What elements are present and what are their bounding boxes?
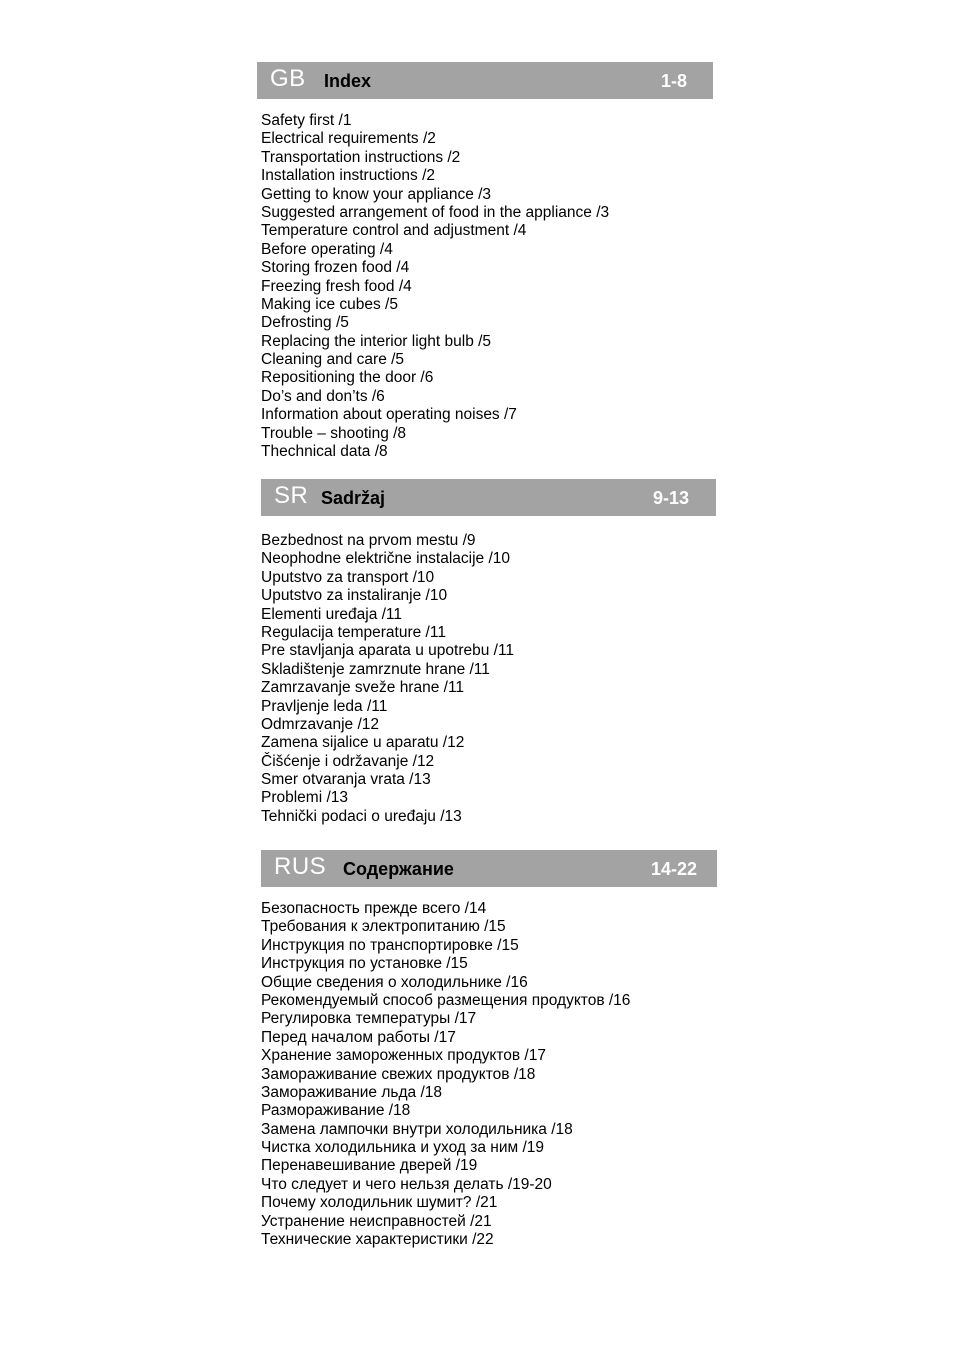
toc-item[interactable]: Bezbednost na prvom mestu /9 [261, 532, 476, 549]
section-title: Содержание [343, 859, 454, 879]
toc-item[interactable]: Getting to know your appliance /3 [261, 185, 492, 203]
toc-item[interactable]: Making ice cubes /5 [261, 295, 398, 313]
toc-item[interactable]: Что следует и чего нельзя делать /19-20 [261, 1175, 552, 1193]
toc-item[interactable]: Safety first /1 [261, 112, 352, 129]
toc-item[interactable]: Problemi /13 [261, 789, 349, 807]
page-range: 1-8 [661, 71, 688, 91]
toc-item[interactable]: Suggested arrangement of food in the appliance /3 [261, 203, 610, 221]
toc-item[interactable]: Elementi uređaja /11 [261, 605, 403, 623]
toc-item[interactable]: Почему холодильник шумит? /21 [261, 1194, 498, 1212]
toc-item[interactable]: Чистка холодильника и уход за ним /19 [261, 1139, 545, 1157]
toc-item[interactable]: Замораживание свежих продуктов /18 [261, 1065, 536, 1083]
toc-item[interactable]: Устранение неисправностей /21 [261, 1212, 492, 1230]
toc-item[interactable]: Neophodne električne instalacije /10 [261, 550, 511, 568]
toc-item[interactable]: Before operating /4 [261, 240, 393, 258]
language-code: SR [274, 482, 309, 509]
toc-item[interactable]: Перед началом работы /17 [261, 1028, 456, 1046]
language-code: GB [270, 65, 306, 92]
toc-item[interactable]: Безопасность прежде всего /14 [261, 900, 487, 917]
toc-item[interactable]: Zamrzavanje sveže hrane /11 [261, 679, 465, 697]
page-range: 14-22 [651, 859, 698, 879]
toc-item[interactable]: Transportation instructions /2 [261, 148, 461, 166]
toc-item[interactable]: Перенавешивание дверей /19 [261, 1157, 478, 1175]
toc-item[interactable]: Инструкция по транспортировке /15 [261, 936, 519, 954]
page-range: 9-13 [653, 488, 690, 508]
toc-item[interactable]: Repositioning the door /6 [261, 369, 434, 387]
toc-item[interactable]: Pravljenje leda /11 [261, 697, 388, 715]
toc-item[interactable]: Cleaning and care /5 [261, 351, 405, 369]
toc-item[interactable]: Замораживание льда /18 [261, 1083, 442, 1101]
toc-item[interactable]: Регулировка температуры /17 [261, 1010, 477, 1028]
toc-item[interactable]: Требования к электропитанию /15 [261, 918, 506, 936]
toc-item[interactable]: Skladištenje zamrznute hrane /11 [261, 660, 490, 678]
toc-item[interactable]: Čišćenje i održavanje /12 [261, 752, 435, 770]
toc-list-sr [261, 532, 514, 826]
toc-item[interactable]: Do’s and don’ts /6 [261, 387, 385, 405]
section-title: Sadržaj [321, 488, 386, 508]
toc-list-gb [261, 112, 609, 461]
section-header-rus [261, 850, 717, 887]
toc-item[interactable]: Freezing fresh food /4 [261, 277, 412, 295]
toc-item[interactable]: Electrical requirements /2 [261, 130, 436, 148]
toc-item[interactable]: Инструкция по установке /15 [261, 955, 468, 973]
toc-item[interactable]: Общие сведения о холодильнике /16 [261, 973, 528, 991]
toc-item[interactable]: Замена лампочки внутри холодильника /18 [261, 1120, 573, 1138]
toc-item[interactable]: Trouble – shooting /8 [261, 424, 407, 442]
toc-item[interactable]: Odmrzavanje /12 [261, 715, 380, 733]
toc-list-rus [261, 900, 630, 1249]
toc-item[interactable]: Smer otvaranja vrata /13 [261, 771, 431, 789]
toc-item[interactable]: Thechnical data /8 [261, 443, 388, 461]
toc-item[interactable]: Рекомендуемый способ размещения продуктов /16 [261, 991, 631, 1009]
toc-item[interactable]: Технические характеристики /22 [261, 1231, 494, 1249]
toc-item[interactable]: Uputstvo za instaliranje /10 [261, 587, 448, 605]
toc-item[interactable]: Information about operating noises /7 [261, 406, 517, 424]
toc-item[interactable]: Installation instructions /2 [261, 167, 436, 185]
toc-item[interactable]: Storing frozen food /4 [261, 259, 410, 277]
toc-item[interactable]: Replacing the interior light bulb /5 [261, 332, 492, 350]
toc-item[interactable]: Размораживание /18 [261, 1102, 411, 1120]
section-title: Index [324, 71, 372, 91]
toc-item[interactable]: Uputstvo za transport /10 [261, 568, 435, 586]
toc-item[interactable]: Tehnički podaci o uređaju /13 [261, 807, 462, 825]
toc-item[interactable]: Хранение замороженных продуктов /17 [261, 1047, 546, 1065]
toc-item[interactable]: Defrosting /5 [261, 314, 349, 332]
toc-item[interactable]: Pre stavljanja aparata u upotrebu /11 [261, 642, 515, 660]
toc-item[interactable]: Temperature control and adjustment /4 [261, 222, 527, 240]
toc-item[interactable]: Zamena sijalice u aparatu /12 [261, 734, 465, 752]
language-code: RUS [274, 853, 327, 880]
section-header-gb [257, 62, 713, 99]
section-header-sr [261, 479, 716, 516]
toc-item[interactable]: Regulacija temperature /11 [261, 623, 446, 641]
